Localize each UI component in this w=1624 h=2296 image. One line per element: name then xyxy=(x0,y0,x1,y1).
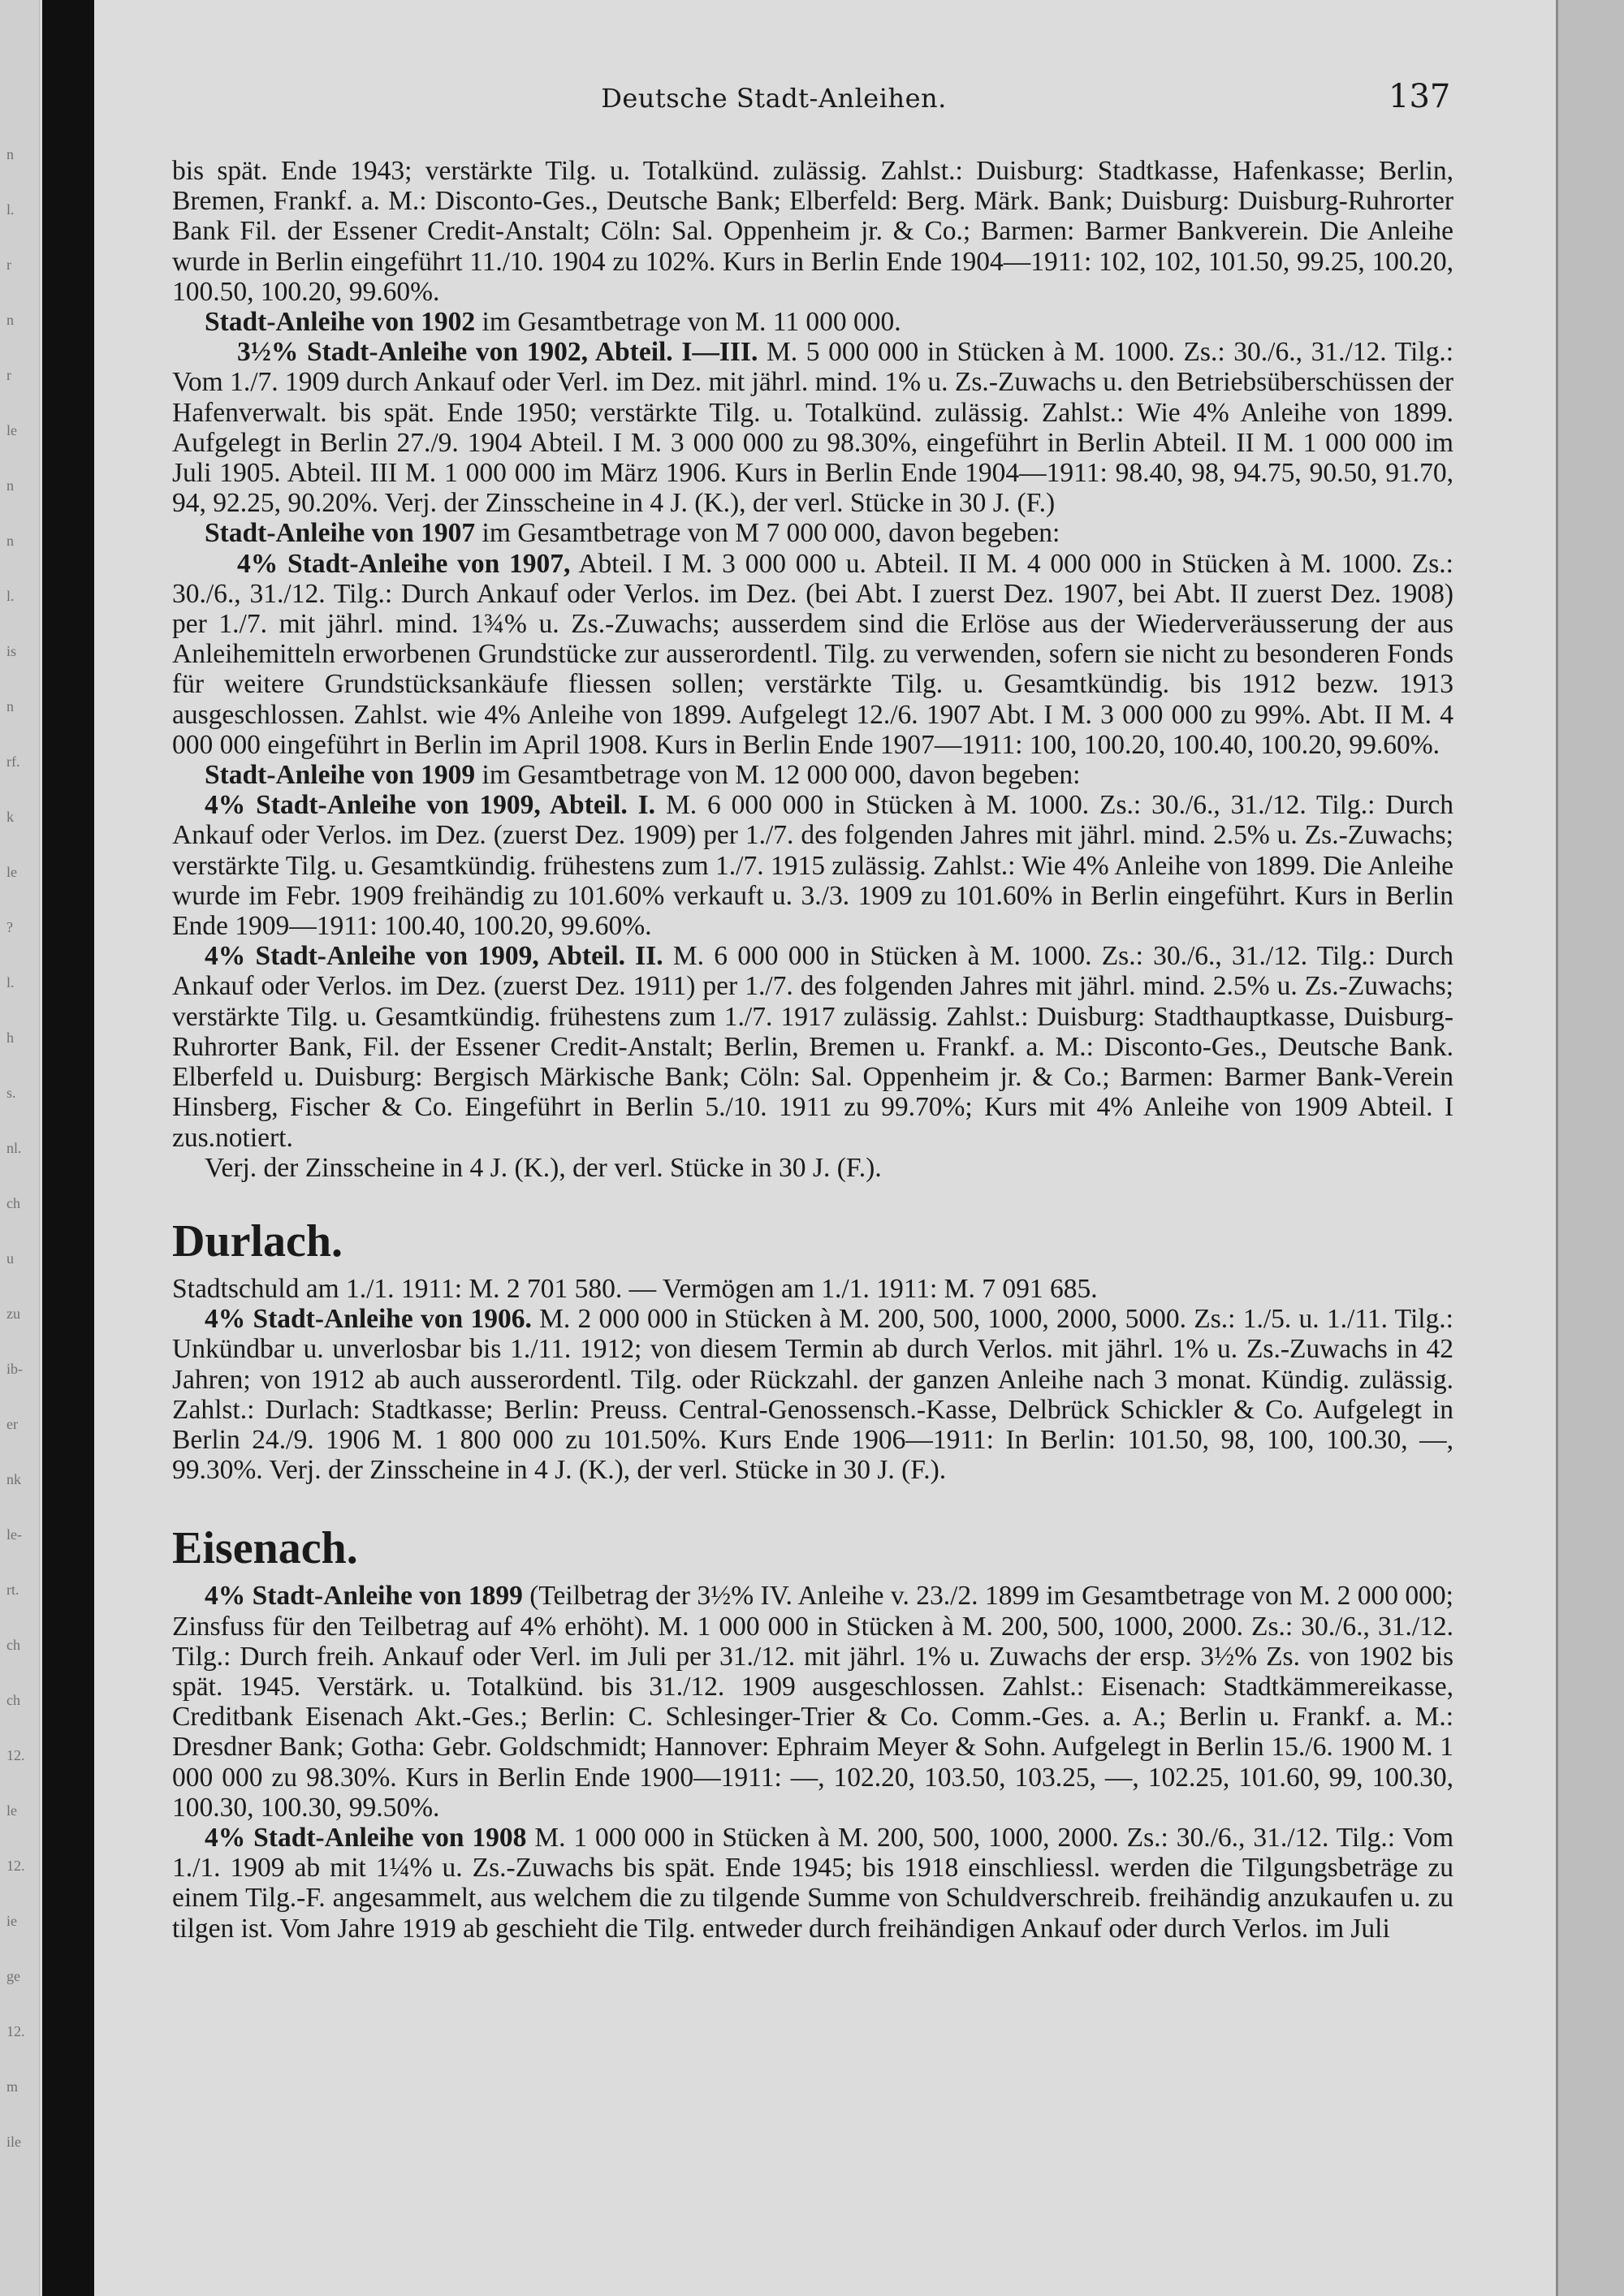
page-number: 137 xyxy=(1389,78,1451,115)
paragraph xyxy=(172,518,1453,548)
margin-fragment: u xyxy=(6,1250,14,1267)
paragraph xyxy=(172,156,1453,307)
margin-fragment: ? xyxy=(6,919,13,935)
bond-title: Stadt-Anleihe von 1909 xyxy=(205,760,476,791)
paragraph xyxy=(172,760,1453,790)
bond-title: 4% Stadt-Anleihe von 1906. xyxy=(205,1304,532,1335)
paragraph-text: M. 6 000 000 in Stücken à M. 1000. Zs.: 30./6., 31./12. Tilg.: Durch Ankauf oder Verlos. im Dez. (zuerst Dez. 1911) per 1./7. des folgenden Jahres mit jährl. mind. 2.5% u. Zs.-Zuwachs; verstärkte Tilg. u. Gesamtkündig. frühestens zum 1./7. 1917 zulässig. Zahlst.: Duisburg: Stadthauptkasse, Duisburg-Ruhrorter Bank, Fil. der Essener Credit-Anstalt; Berlin, Bremen u. Frankf. a. M.: Disconto-Ges., Deutsche Bank. Elberfeld u. Duisburg: Bergisch Märkische Bank; Cöln: Sal. Oppenheim jr. & Co.; Barmen: Barmer Bank-Verein Hinsberg, Fischer & Co. Eingeführt in Berlin 5./10. 1911 zu 99.70%; Kurs mit 4% Anleihe von 1909 Abteil. I zus.notiert. xyxy=(172,941,1453,1153)
paragraph-text: Stadtschuld am 1./1. 1911: M. 2 701 580. — Vermögen am 1./1. 1911: M. 7 091 685. xyxy=(172,1273,1098,1304)
margin-fragment: ch xyxy=(6,1637,20,1653)
margin-fragment: ch xyxy=(6,1692,20,1708)
margin-fragment: ie xyxy=(6,1913,17,1929)
paragraph-text: bis spät. Ende 1943; verstärkte Tilg. u. Totalkünd. zulässig. Zahlst.: Duisburg: Stadtkasse, Hafenkasse; Berlin, Bremen, Frankf. a. M.: Disconto-Ges., Deutsche Bank; Elberfeld: Berg. Märk. Bank; Duisburg: Duisburg-Ruhrorter Bank Fil. der Essener Credit-Anstalt; Cöln: Sal. Oppenheim jr. & Co.; Barmen: Barmer Bankverein. Die Anleihe wurde in Berlin eingeführt 11./10. 1904 zu 102%. Kurs in Berlin Ende 1904—1911: 102, 102, 101.50, 99.25, 100.20, 100.50, 100.20, 99.60%. xyxy=(172,156,1453,307)
body-text xyxy=(172,156,1453,1944)
margin-fragment: 12. xyxy=(6,2023,25,2039)
paragraph-text: M. 6 000 000 in Stücken à M. 1000. Zs.: 30./6., 31./12. Tilg.: Durch Ankauf oder Verlos. im Dez. (zuerst Dez. 1909) per 1./7. des folgenden Jahres mit jährl. mind. 2.5% u. Zs.-Zuwachs; verstärkte Tilg. u. Gesamtkündig. frühestens zum 1./7. 1915 zulässig. Zahlst.: Wie 4% Anleihe von 1899. Die Anleihe wurde im Febr. 1909 freihändig zu 101.60% verkauft u. 3./3. 1909 zu 101.60% in Berlin eingeführt. Kurs in Berlin Ende 1909—1911: 100.40, 100.20, 99.60%. xyxy=(172,790,1454,942)
margin-fragment: m xyxy=(6,2078,19,2095)
bond-title: Stadt-Anleihe von 1907 xyxy=(205,518,476,549)
bond-title: 4% Stadt-Anleihe von 1899 xyxy=(205,1581,523,1612)
margin-fragment: er xyxy=(6,1416,18,1432)
margin-fragment: n xyxy=(6,146,14,162)
paragraph xyxy=(172,337,1453,518)
bond-title: 4% Stadt-Anleihe von 1909, Abteil. II. xyxy=(205,941,663,972)
margin-fragment: l. xyxy=(6,201,15,218)
margin-fragment: h xyxy=(6,1029,14,1046)
margin-fragment: ib- xyxy=(6,1361,23,1377)
paragraph-text: M. 1 000 000 in Stücken à M. 200, 500, 1000, 2000. Zs.: 30./6., 31./12. Tilg.: Vom 1./1. 1909 ab mit 1¼% u. Zs.-Zuwachs bis spät. Ende 1945; bis 1918 einschliessl. werden die Tilgungsbeträge zu einem Tilg.-F. angesammelt, aus welchem die zu tilgende Summe von Schuldverschreib. freihändig anzukaufen u. zu tilgen ist. Vom Jahre 1919 ab geschieht die Tilg. entweder durch freihändigen Ankauf oder durch Verlos. im Juli xyxy=(172,1822,1454,1944)
margin-fragment: ge xyxy=(6,1968,20,1984)
paragraph xyxy=(172,1581,1453,1823)
margin-fragment: l. xyxy=(6,588,15,604)
paragraph-text: M. 5 000 000 in Stücken à M. 1000. Zs.: 30./6., 31./12. Tilg.: Vom 1./7. 1909 durch Ankauf oder Verl. im Dez. mit jährl. mind. 1% u. Zs.-Zuwachs u. den Betriebsüberschüssen der Hafenverwalt. bis spät. Ende 1950; verstärkte Tilg. u. Totalkünd. zulässig. Zahlst.: Wie 4% Anleihe von 1899. Aufgelegt in Berlin 27./9. 1904 Abteil. I M. 3 000 000 zu 98.30%, eingeführt in Berlin Abteil. II M. 1 000 000 im Juli 1905. Abteil. III M. 1 000 000 im März 1906. Kurs in Berlin Ende 1904—1911: 98.40, 98, 94.75, 90.50, 91.70, 94, 92.25, 90.20%. Verj. der Zinsscheine in 4 J. (K.), der verl. Stücke in 30 J. (F.) xyxy=(172,337,1453,519)
adjacent-page-margin xyxy=(0,0,40,2296)
margin-fragment: le xyxy=(6,864,17,880)
margin-fragment: le xyxy=(6,422,17,438)
running-head: Deutsche Stadt-Anleihen. xyxy=(601,83,947,114)
paragraph xyxy=(172,1153,1453,1183)
margin-fragment: le- xyxy=(6,1526,22,1543)
page-edge xyxy=(1556,0,1624,2296)
margin-fragment: rt. xyxy=(6,1582,19,1598)
paragraph-text: Abteil. I M. 3 000 000 u. Abteil. II M. 4 000 000 in Stücken à M. 1000. Zs.: 30./6., 31./12. Tilg.: Durch Ankauf oder Verlos. im Dez. (bei Abt. I zuerst Dez. 1907, bei Abt. II zuerst Dez. 1908) per 1./7. mit jährl. mind. 1¾% u. Zs.-Zuwachs; ausserdem sind die Erlöse aus der Wiederveräusserung der aus Anleihemitteln erworbenen Grundstücke zur ausserordentl. Tilg. zu verwenden, sofern sie nicht zu besonderen Fonds für weitere Grundstücksankäufe fliessen sollen; verstärkte Tilg. u. Gesamtkündig. bis 1912 bezw. 1913 ausgeschlossen. Zahlst. wie 4% Anleihe von 1899. Aufgelegt 12./6. 1907 Abt. I M. 3 000 000 zu 99%. Abt. II M. 4 000 000 eingeführt in Berlin im April 1908. Kurs in Berlin Ende 1907—1911: 100, 100.20, 100.40, 100.20, 99.60%. xyxy=(172,548,1453,760)
margin-fragment: n xyxy=(6,312,14,328)
paragraph xyxy=(172,307,1453,337)
paragraph-text: im Gesamtbetrage von M. 12 000 000, davon begeben: xyxy=(475,760,1081,791)
margin-fragment: zu xyxy=(6,1306,20,1322)
margin-fragment: r xyxy=(6,257,11,273)
paragraph xyxy=(172,1304,1453,1485)
margin-fragment: n xyxy=(6,477,14,494)
paragraph xyxy=(172,1274,1453,1304)
margin-fragment: le xyxy=(6,1802,17,1819)
paragraph xyxy=(172,1823,1453,1944)
margin-fragment: is xyxy=(6,643,17,659)
margin-fragment: 12. xyxy=(6,1747,25,1763)
margin-fragment: nk xyxy=(6,1471,21,1487)
margin-fragment: r xyxy=(6,367,11,383)
paragraph-text: (Teilbetrag der 3½% IV. Anleihe v. 23./2. 1899 im Gesamtbetrage von M. 2 000 000; Zinsfuss für den Teilbetrag auf 4% erhöht). M. 1 000 000 in Stücken à M. 200, 500, 1000, 2000. Zs.: 30./6., 31./12. Tilg.: Durch freih. Ankauf oder Verl. im Juli per 31./12. mit jährl. 1% u. Zuwachs der ersp. 3½% Zs. von 1902 bis spät. 1945. Verstärk. u. Totalkünd. bis 31./12. 1909 ausgeschlossen. Zahlst.: Eisenach: Stadtkämmereikasse, Creditbank Eisenach Akt.-Ges.; Berlin: C. Schlesinger-Trier & Co. Comm.-Ges. a. A.; Berlin u. Frankf. a. M.: Dresdner Bank; Gotha: Gebr. Goldschmidt; Hannover: Ephraim Meyer & Sohn. Aufgelegt in Berlin 15./6. 1900 M. 1 000 000 zu 98.30%. Kurs in Berlin Ende 1900—1911: —, 102.20, 103.50, 103.25, —, 102.25, 101.60, 99, 100.30, 100.30, 100.30, 99.50%. xyxy=(172,1581,1453,1823)
margin-fragment: ile xyxy=(6,2134,21,2150)
paragraph-text: im Gesamtbetrage von M 7 000 000, davon begeben: xyxy=(475,518,1060,549)
margin-fragment: k xyxy=(6,809,14,825)
paragraph xyxy=(172,549,1453,760)
bond-title: 4% Stadt-Anleihe von 1907, xyxy=(237,548,571,579)
book-binding-shadow xyxy=(42,0,94,2296)
margin-fragment: ch xyxy=(6,1195,20,1211)
margin-fragment: n xyxy=(6,698,14,714)
margin-fragment: s. xyxy=(6,1085,16,1101)
margin-fragment: rf. xyxy=(6,753,20,770)
paragraph xyxy=(172,790,1453,941)
bond-title: Stadt-Anleihe von 1902 xyxy=(205,307,476,338)
margin-fragment: n xyxy=(6,533,14,549)
bond-title: 3½% Stadt-Anleihe von 1902, Abteil. I—III. xyxy=(237,337,758,368)
paragraph-text: Verj. der Zinsscheine in 4 J. (K.), der verl. Stücke in 30 J. (F.). xyxy=(205,1152,882,1183)
margin-fragment: 12. xyxy=(6,1858,25,1874)
margin-fragment: nl. xyxy=(6,1140,22,1156)
city-heading: Eisenach. xyxy=(172,1523,358,1574)
bond-title: 4% Stadt-Anleihe von 1908 xyxy=(205,1822,527,1853)
city-heading: Durlach. xyxy=(172,1215,343,1267)
bond-title: 4% Stadt-Anleihe von 1909, Abteil. I. xyxy=(205,790,656,821)
margin-fragment: l. xyxy=(6,974,15,990)
paragraph-text: im Gesamtbetrage von M. 11 000 000. xyxy=(475,307,901,338)
paragraph-text: M. 2 000 000 in Stücken à M. 200, 500, 1000, 2000, 5000. Zs.: 1./5. u. 1./11. Tilg.: Unkündbar u. unverlosbar bis 1./11. 1912; von diesem Termin ab durch Verlos. mit jährl. 1% u. Zs.-Zuwachs in 42 Jahren; von 1912 ab auch ausserordentl. Tilg. oder Rückzahl. der ganzen Anleihe nach 3 monat. Kündig. zulässig. Zahlst.: Durlach: Stadtkasse; Berlin: Preuss. Central-Genossensch.-Kasse, Delbrück Schickler & Co. Aufgelegt in Berlin 24./9. 1906 M. 1 800 000 zu 101.50%. Kurs Ende 1906—1911: In Berlin: 101.50, 98, 100, 100.30, —, 99.30%. Verj. der Zinsscheine in 4 J. (K.), der verl. Stücke in 30 J. (F.). xyxy=(172,1304,1453,1486)
paragraph xyxy=(172,941,1453,1152)
